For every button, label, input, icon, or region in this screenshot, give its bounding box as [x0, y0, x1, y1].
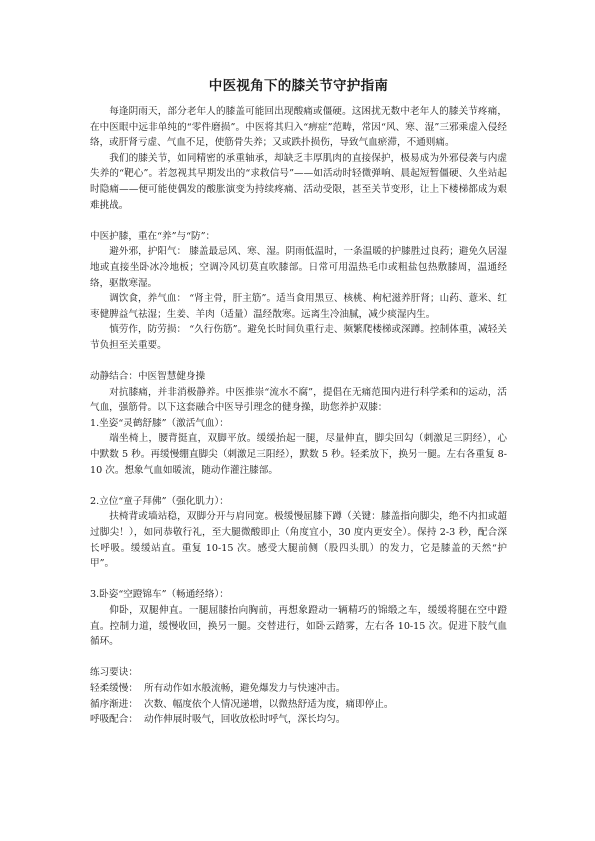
exercise-1-title: 1.坐姿“灵鹤舒膝”（激活气血）： — [90, 417, 229, 429]
requirement-value: 动作伸展时吸气，回收放松时呼气，深长均匀。 — [144, 714, 346, 726]
requirement-value: 次数、幅度依个人情况递增，以微热舒适为度，痛即停止。 — [144, 698, 394, 710]
exercise-3-text: 仰卧，双腿伸直。一腿屈膝抬向胸前，再想象蹬动一辆精巧的锦缎之车，缓缓将腿在空中蹬直。控制力道，缓慢收回，换另一腿。交替进行，如卧云踏雾，左右各 10-15 次。促进下肢气血循环。 — [90, 605, 507, 648]
exercise-1-text: 端坐椅上，腰背挺直，双脚平放。缓缓抬起一腿，尽量伸直，脚尖回勾（刺激足三阴经），心中默数 5 秒。再缓慢绷直脚尖（刺激足三阳经），默数 5 秒。轻柔放下，换另一腿。左右各重复 8-10 次。想象气血如暖流，随动作灌注膝部。 — [90, 433, 507, 476]
care-heading: 中医护膝，重在“养”与“防”： — [90, 230, 216, 242]
intro-paragraph-1: 每逢阴雨天，部分老年人的膝盖可能回出现酸痛或僵硬。这困扰无数中老年人的膝关节疼痛，在中医眼中远非单纯的“零件磨损”。中医将其归入“痹症”范畴，常因“风、寒、湿”三邪乘虚入侵经络，或肝肾亏虚、气血不足，使筋骨失养；又或跌扑损伤，导致气血瘀滞，不通则痛。 — [90, 106, 507, 149]
care-paragraph-1: 避外邪，护阳气： 膝盖最忌风、寒、湿。阴雨低温时，一条温暖的护膝胜过良药；避免久居湿地或直接坐卧冰冷地板；空调冷风切莫直吹膝部。日常可用温热毛巾或粗盐包热敷膝周，温通经络，驱散寒湿。 — [90, 246, 507, 289]
requirement-item — [90, 712, 507, 728]
requirement-key: 呼吸配合： — [90, 714, 138, 726]
care-paragraph-2: 调饮食，养气血： “肾主骨，肝主筋”。适当食用黑豆、核桃、枸杞滋养肝肾；山药、薏米、红枣健脾益气祛湿；生姜、羊肉（适量）温经散寒。远离生冷油腻，减少痰湿内生。 — [90, 293, 507, 320]
exercise-2-title: 2.立位“童子拜佛”（强化肌力）： — [90, 495, 229, 507]
requirement-key: 循序渐进： — [90, 698, 138, 710]
exercise-heading: 动静结合：中医智慧健身操 — [90, 371, 206, 383]
requirement-item — [90, 681, 507, 697]
spacer — [90, 354, 507, 370]
exercise-intro: 对抗膝痛，并非消极静养。中医推崇“流水不腐”，提倡在无痛范围内进行科学柔和的运动，活气血，强筋骨。以下这套融合中医导引理念的健身操，助您养护双膝： — [90, 386, 507, 414]
spacer — [90, 478, 507, 494]
requirement-key: 轻柔缓慢： — [90, 682, 138, 694]
intro-paragraph-2: 我们的膝关节，如同精密的承重轴承，却缺乏丰厚肌肉的直接保护，极易成为外邪侵袭与内虚失养的“靶心”。若忽视其早期发出的“求救信号”——如活动时轻微弹响、晨起短暂僵硬、久坐站起时隐痛——便可能使偶发的酸胀演变为持续疼痛、活动受限，甚至关节变形，让上下楼梯都成为艰难挑战。 — [90, 152, 507, 211]
requirements-heading: 练习要诀： — [90, 667, 138, 679]
page-title: 中医视角下的膝关节守护指南 — [208, 78, 389, 94]
spacer — [90, 572, 507, 588]
exercise-3-title: 3.卧姿“空蹬锦车”（畅通经络）： — [90, 589, 229, 601]
requirement-item — [90, 697, 507, 713]
spacer — [90, 650, 507, 666]
exercise-2-text: 扶椅背或墙站稳，双脚分开与肩同宽。极缓慢屈膝下蹲（关键：膝盖指向脚尖，绝不内扣或超过脚尖！），如同恭敬行礼，至大腿微酸即止（角度宜小，30 度内更安全）。保持 2-3 秒，配合深长呼吸。缓缓站直。重复 10-15 次。感受大腿前侧（股四头肌）的发力，它是膝盖的天然“护甲”。 — [90, 511, 507, 570]
spacer — [90, 213, 507, 229]
care-paragraph-3: 慎劳作，防劳损： “久行伤筋”。避免长时间负重行走、频繁爬楼梯或深蹲。控制体重，减轻关节负担至关重要。 — [90, 324, 507, 351]
requirement-value: 所有动作如水般流畅，避免爆发力与快速冲击。 — [144, 682, 346, 694]
